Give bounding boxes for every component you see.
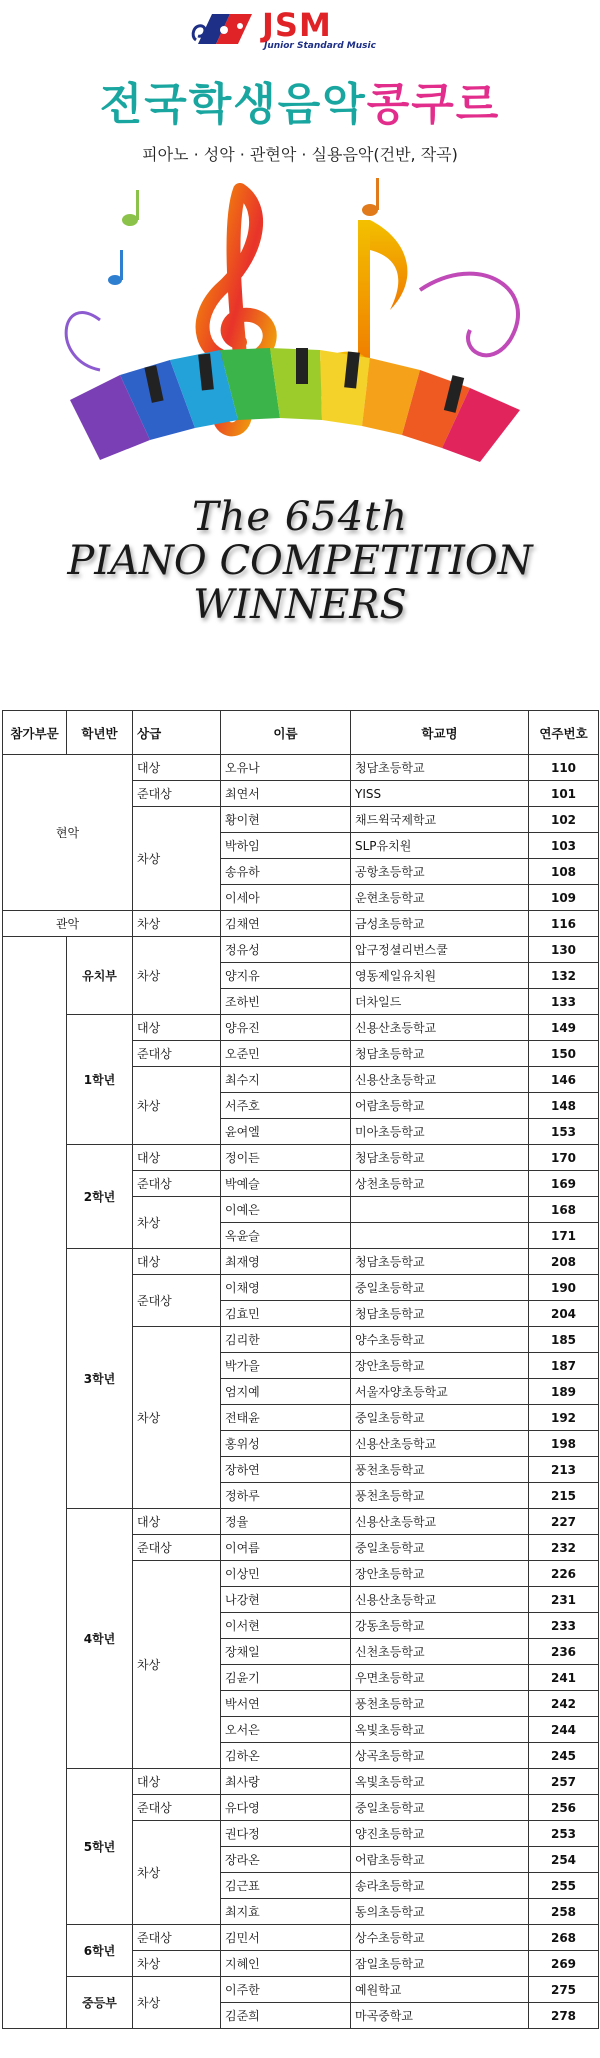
number-cell: 255	[529, 1873, 599, 1899]
school-cell: 상수초등학교	[351, 1925, 529, 1951]
name-cell: 정율	[221, 1509, 351, 1535]
division-cell	[3, 937, 67, 2029]
number-cell: 103	[529, 833, 599, 859]
school-cell: 청담초등학교	[351, 1041, 529, 1067]
name-cell: 지혜인	[221, 1951, 351, 1977]
grade-cell: 6학년	[67, 1925, 133, 1977]
name-cell: 최사랑	[221, 1769, 351, 1795]
name-cell: 김하온	[221, 1743, 351, 1769]
name-cell: 나강현	[221, 1587, 351, 1613]
name-cell: 양지유	[221, 963, 351, 989]
number-cell: 226	[529, 1561, 599, 1587]
grade-cell: 유치부	[67, 937, 133, 1015]
school-cell: 상곡초등학교	[351, 1743, 529, 1769]
school-cell: 어람초등학교	[351, 1847, 529, 1873]
music-logo-icon	[190, 10, 258, 50]
name-cell: 최재영	[221, 1249, 351, 1275]
school-cell	[351, 1197, 529, 1223]
number-cell: 110	[529, 755, 599, 781]
number-cell: 232	[529, 1535, 599, 1561]
school-cell: 잠일초등학교	[351, 1951, 529, 1977]
school-cell: 청담초등학교	[351, 1249, 529, 1275]
school-cell: 예원학교	[351, 1977, 529, 2003]
logo-brand: JSM	[262, 6, 332, 44]
name-cell: 박가을	[221, 1353, 351, 1379]
award-cell: 대상	[133, 1015, 221, 1041]
table-row	[3, 1509, 599, 1535]
number-cell: 187	[529, 1353, 599, 1379]
table-row	[3, 755, 599, 781]
name-cell: 송유하	[221, 859, 351, 885]
name-cell: 양유진	[221, 1015, 351, 1041]
name-cell: 이여름	[221, 1535, 351, 1561]
name-cell: 장채일	[221, 1639, 351, 1665]
name-cell: 박예슬	[221, 1171, 351, 1197]
number-cell: 227	[529, 1509, 599, 1535]
number-cell: 169	[529, 1171, 599, 1197]
number-cell: 256	[529, 1795, 599, 1821]
name-cell: 김채연	[221, 911, 351, 937]
name-cell: 이서현	[221, 1613, 351, 1639]
school-cell: 풍천초등학교	[351, 1483, 529, 1509]
table-row	[3, 1249, 599, 1275]
name-cell: 김근표	[221, 1873, 351, 1899]
header-division: 참가부문	[3, 711, 67, 755]
school-cell: 신용산초등학교	[351, 1587, 529, 1613]
school-cell: 양진초등학교	[351, 1821, 529, 1847]
name-cell: 장하연	[221, 1457, 351, 1483]
name-cell: 김민서	[221, 1925, 351, 1951]
competition-title	[0, 495, 600, 627]
competition-line1: The 654th	[191, 494, 408, 540]
table-row	[3, 1769, 599, 1795]
school-cell: 서울자양초등학교	[351, 1379, 529, 1405]
number-cell: 268	[529, 1925, 599, 1951]
school-cell: 청담초등학교	[351, 1145, 529, 1171]
name-cell: 김준희	[221, 2003, 351, 2029]
name-cell: 이세아	[221, 885, 351, 911]
number-cell: 254	[529, 1847, 599, 1873]
award-cell: 차상	[133, 1821, 221, 1925]
name-cell: 정이든	[221, 1145, 351, 1171]
number-cell: 171	[529, 1223, 599, 1249]
title-part2: 콩쿠르	[366, 79, 501, 130]
award-cell: 준대상	[133, 1925, 221, 1951]
division-cell: 관악	[3, 911, 133, 937]
school-cell: 신용산초등학교	[351, 1509, 529, 1535]
jsm-logo	[190, 8, 420, 60]
name-cell: 홍위성	[221, 1431, 351, 1457]
page-subtitle: 피아노 · 성악 · 관현악 · 실용음악(건반, 작곡)	[142, 145, 458, 164]
school-cell: 영동제일유치원	[351, 963, 529, 989]
number-cell: 257	[529, 1769, 599, 1795]
name-cell: 김윤기	[221, 1665, 351, 1691]
name-cell: 유다영	[221, 1795, 351, 1821]
grade-cell: 2학년	[67, 1145, 133, 1249]
award-cell: 준대상	[133, 1795, 221, 1821]
name-cell: 황이현	[221, 807, 351, 833]
award-cell: 차상	[133, 1327, 221, 1509]
number-cell: 185	[529, 1327, 599, 1353]
school-cell: 중일초등학교	[351, 1275, 529, 1301]
number-cell: 242	[529, 1691, 599, 1717]
small-note-icon	[108, 250, 123, 285]
school-cell: 옥빛초등학교	[351, 1717, 529, 1743]
piano-music-illustration	[40, 170, 560, 470]
name-cell: 서주호	[221, 1093, 351, 1119]
name-cell: 전태윤	[221, 1405, 351, 1431]
number-cell: 132	[529, 963, 599, 989]
school-cell	[351, 1223, 529, 1249]
number-cell: 116	[529, 911, 599, 937]
school-cell: 상천초등학교	[351, 1171, 529, 1197]
number-cell: 133	[529, 989, 599, 1015]
school-cell: 신용산초등학교	[351, 1431, 529, 1457]
division-cell: 현악	[3, 755, 133, 911]
header-award: 상급	[133, 711, 221, 755]
name-cell: 이주한	[221, 1977, 351, 2003]
number-cell: 231	[529, 1587, 599, 1613]
number-cell: 146	[529, 1067, 599, 1093]
name-cell: 오유나	[221, 755, 351, 781]
number-cell: 102	[529, 807, 599, 833]
school-cell: 옥빛초등학교	[351, 1769, 529, 1795]
school-cell: 우면초등학교	[351, 1665, 529, 1691]
school-cell: 중일초등학교	[351, 1535, 529, 1561]
award-cell: 준대상	[133, 781, 221, 807]
name-cell: 최수지	[221, 1067, 351, 1093]
table-header-row	[3, 711, 599, 755]
name-cell: 이예은	[221, 1197, 351, 1223]
winners-table-body	[3, 755, 599, 2029]
header-grade: 학년반	[67, 711, 133, 755]
award-cell: 대상	[133, 755, 221, 781]
award-cell: 차상	[133, 807, 221, 911]
number-cell: 208	[529, 1249, 599, 1275]
school-cell: 어람초등학교	[351, 1093, 529, 1119]
table-row	[3, 1015, 599, 1041]
name-cell: 이상민	[221, 1561, 351, 1587]
competition-line2: PIANO COMPETITION	[67, 538, 533, 584]
number-cell: 275	[529, 1977, 599, 2003]
name-cell: 김리한	[221, 1327, 351, 1353]
award-cell: 대상	[133, 1249, 221, 1275]
name-cell: 최지효	[221, 1899, 351, 1925]
number-cell: 192	[529, 1405, 599, 1431]
name-cell: 박서연	[221, 1691, 351, 1717]
number-cell: 236	[529, 1639, 599, 1665]
name-cell: 최연서	[221, 781, 351, 807]
award-cell: 준대상	[133, 1171, 221, 1197]
number-cell: 253	[529, 1821, 599, 1847]
name-cell: 윤여엘	[221, 1119, 351, 1145]
school-cell: 마곡중학교	[351, 2003, 529, 2029]
number-cell: 170	[529, 1145, 599, 1171]
name-cell: 김효민	[221, 1301, 351, 1327]
header-name: 이름	[221, 711, 351, 755]
school-cell: 장안초등학교	[351, 1353, 529, 1379]
number-cell: 244	[529, 1717, 599, 1743]
competition-line3: WINNERS	[193, 582, 407, 628]
name-cell: 권다정	[221, 1821, 351, 1847]
small-note-icon	[122, 190, 139, 226]
school-cell: 양수초등학교	[351, 1327, 529, 1353]
school-cell: 청담초등학교	[351, 1301, 529, 1327]
number-cell: 130	[529, 937, 599, 963]
name-cell: 이채영	[221, 1275, 351, 1301]
rainbow-keyboard	[70, 348, 520, 462]
school-cell: 풍천초등학교	[351, 1691, 529, 1717]
logo-tagline: Junior Standard Music	[264, 41, 376, 51]
page-title	[0, 68, 600, 132]
name-cell: 박하임	[221, 833, 351, 859]
school-cell: 청담초등학교	[351, 755, 529, 781]
name-cell: 장라온	[221, 1847, 351, 1873]
grade-cell: 1학년	[67, 1015, 133, 1145]
award-cell: 차상	[133, 911, 221, 937]
award-cell: 대상	[133, 1769, 221, 1795]
number-cell: 101	[529, 781, 599, 807]
number-cell: 233	[529, 1613, 599, 1639]
school-cell: 공항초등학교	[351, 859, 529, 885]
winners-table	[2, 710, 599, 2029]
award-cell: 차상	[133, 937, 221, 1015]
school-cell: 송라초등학교	[351, 1873, 529, 1899]
award-cell: 준대상	[133, 1535, 221, 1561]
number-cell: 153	[529, 1119, 599, 1145]
number-cell: 150	[529, 1041, 599, 1067]
number-cell: 189	[529, 1379, 599, 1405]
title-part1: 전국학생음악	[99, 79, 367, 130]
table-row	[3, 937, 599, 963]
school-cell: 강동초등학교	[351, 1613, 529, 1639]
number-cell: 204	[529, 1301, 599, 1327]
table-row	[3, 1925, 599, 1951]
school-cell: 채드윅국제학교	[351, 807, 529, 833]
number-cell: 241	[529, 1665, 599, 1691]
school-cell: 중일초등학교	[351, 1405, 529, 1431]
award-cell: 준대상	[133, 1275, 221, 1327]
header-school: 학교명	[351, 711, 529, 755]
small-note-icon	[362, 178, 379, 216]
name-cell: 정유성	[221, 937, 351, 963]
number-cell: 190	[529, 1275, 599, 1301]
school-cell: SLP유치원	[351, 833, 529, 859]
table-row	[3, 1977, 599, 2003]
school-cell: 금성초등학교	[351, 911, 529, 937]
award-cell: 차상	[133, 1197, 221, 1249]
award-cell: 대상	[133, 1509, 221, 1535]
grade-cell: 4학년	[67, 1509, 133, 1769]
school-cell: 신용산초등학교	[351, 1067, 529, 1093]
school-cell: YISS	[351, 781, 529, 807]
number-cell: 198	[529, 1431, 599, 1457]
school-cell: 장안초등학교	[351, 1561, 529, 1587]
school-cell: 풍천초등학교	[351, 1457, 529, 1483]
number-cell: 168	[529, 1197, 599, 1223]
name-cell: 엄지예	[221, 1379, 351, 1405]
name-cell: 조하빈	[221, 989, 351, 1015]
school-cell: 더차일드	[351, 989, 529, 1015]
award-cell: 대상	[133, 1145, 221, 1171]
award-cell: 준대상	[133, 1041, 221, 1067]
school-cell: 신천초등학교	[351, 1639, 529, 1665]
school-cell: 압구정셜리번스쿨	[351, 937, 529, 963]
name-cell: 오서은	[221, 1717, 351, 1743]
number-cell: 148	[529, 1093, 599, 1119]
number-cell: 215	[529, 1483, 599, 1509]
table-row	[3, 1145, 599, 1171]
school-cell: 신용산초등학교	[351, 1015, 529, 1041]
award-cell: 차상	[133, 1067, 221, 1145]
school-cell: 운현초등학교	[351, 885, 529, 911]
number-cell: 258	[529, 1899, 599, 1925]
number-cell: 149	[529, 1015, 599, 1041]
name-cell: 정하루	[221, 1483, 351, 1509]
school-cell: 동의초등학교	[351, 1899, 529, 1925]
number-cell: 245	[529, 1743, 599, 1769]
award-cell: 차상	[133, 1977, 221, 2029]
name-cell: 오준민	[221, 1041, 351, 1067]
number-cell: 109	[529, 885, 599, 911]
number-cell: 213	[529, 1457, 599, 1483]
school-cell: 미아초등학교	[351, 1119, 529, 1145]
name-cell: 옥윤슬	[221, 1223, 351, 1249]
award-cell: 차상	[133, 1561, 221, 1769]
grade-cell: 5학년	[67, 1769, 133, 1925]
table-row	[3, 911, 599, 937]
number-cell: 278	[529, 2003, 599, 2029]
number-cell: 108	[529, 859, 599, 885]
grade-cell: 3학년	[67, 1249, 133, 1509]
school-cell: 중일초등학교	[351, 1795, 529, 1821]
header-number: 연주번호	[529, 711, 599, 755]
award-cell: 차상	[133, 1951, 221, 1977]
grade-cell: 중등부	[67, 1977, 133, 2029]
number-cell: 269	[529, 1951, 599, 1977]
